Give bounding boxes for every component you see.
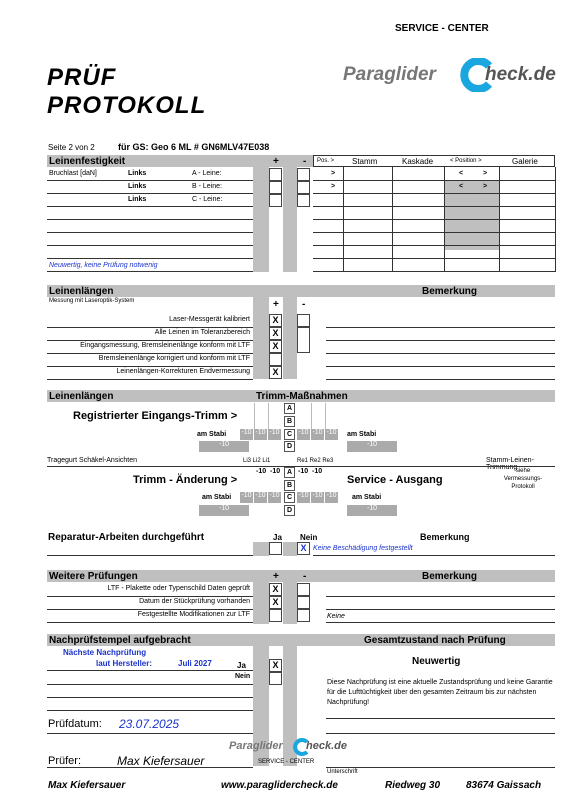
footer-street: Riedweg 30 xyxy=(385,780,441,791)
service-center-label: SERVICE - CENTER xyxy=(395,23,489,34)
section-bar-leinenfestigkeit: Leinenfestigkeit + - xyxy=(47,155,555,167)
am-stabi-right-2: am Stabi xyxy=(352,494,382,501)
pruefer-label: Prüfer: xyxy=(48,755,82,767)
toleranz-checkbox[interactable]: X xyxy=(269,327,282,340)
messung-label: Messung mit Laseroptik-System xyxy=(49,298,135,304)
footer-city: 83674 Gaissach xyxy=(466,780,542,791)
tragegurt-label: Tragegurt Schäkel-Ansichten xyxy=(47,457,138,464)
re-labels: Re1 Re2 Re3 xyxy=(297,458,334,464)
am-stabi-right-1: am Stabi xyxy=(347,431,377,438)
section-bar-trimm: Leinenlängen Trimm-Maßnahmen xyxy=(47,390,555,402)
pruefdatum-label: Prüfdatum: xyxy=(48,718,102,730)
brems-checkbox[interactable] xyxy=(269,353,282,366)
neuwertig-note: Neuwertig, keine Prüfung notwenig xyxy=(49,262,158,269)
ltf-minus-checkbox[interactable] xyxy=(297,583,310,596)
row3-line: C - Leine: xyxy=(192,196,223,203)
title-line1: PRÜF xyxy=(47,64,117,91)
reparatur-title: Reparatur-Arbeiten durchgeführt xyxy=(48,532,205,543)
stempel-ja: Ja xyxy=(237,661,246,670)
modifikationen-label: Festgestellte Modifikationen zur LTF xyxy=(137,611,250,618)
pos-lt-2: < xyxy=(459,183,464,190)
stueckpruefung-checkbox[interactable]: X xyxy=(269,596,282,609)
row2-line: B - Leine: xyxy=(192,183,222,190)
footer-logo: Paraglider heck.de xyxy=(229,738,359,756)
pos-gt-1: > xyxy=(483,170,488,177)
hersteller-label: laut Hersteller: xyxy=(96,659,153,668)
pos-arrow-1: > xyxy=(331,170,336,177)
korrektur-label: Leinenlängen-Korrekturen Endvermessung xyxy=(116,368,250,375)
aenderung-re1: -10 xyxy=(298,468,309,475)
stamm-trimmung-label: Stamm-Leinen-Trimmung xyxy=(486,457,534,471)
pos-lt-1: < xyxy=(459,170,464,177)
stueckpruefung-label: Datum der Stückprüfung vorhanden xyxy=(139,598,250,605)
footer-web[interactable]: www.paraglidercheck.de xyxy=(221,780,338,791)
unterschrift-label: Unterschrift xyxy=(327,769,358,775)
minus-checkbox-1[interactable] xyxy=(297,168,310,181)
laser-label: Laser-Messgerät kalibriert xyxy=(169,316,250,323)
footer-name: Max Kiefersauer xyxy=(48,780,126,791)
aenderung-li1: -10 xyxy=(270,468,281,475)
protokoll-label: Protokoll xyxy=(511,484,535,490)
section-bar-weitere: Weitere Prüfungen + - Bemerkung xyxy=(47,570,555,582)
laengen-minus: - xyxy=(302,299,306,310)
pruefer-name: Max Kiefersauer xyxy=(117,754,205,768)
vermessungs-label: Vermessungs- xyxy=(503,476,543,482)
trimm-aenderung-label: Trimm - Änderung > xyxy=(133,474,238,486)
keine-note: Keine xyxy=(327,613,345,620)
pos-gt-2: > xyxy=(483,183,488,190)
row1-side: Links xyxy=(128,170,147,177)
eingang-checkbox[interactable]: X xyxy=(269,340,282,353)
minus-checkbox-3[interactable] xyxy=(297,194,310,207)
laser-minus-checkbox[interactable] xyxy=(297,314,310,327)
toleranz-minus-checkbox[interactable] xyxy=(297,327,310,353)
stempel-ja-checkbox[interactable]: X xyxy=(269,659,282,672)
aenderung-re2: -10 xyxy=(312,468,323,475)
section-bar-nachpruef: Nachprüfstempel aufgebracht Gesamtzustand nach Prüfung xyxy=(47,634,555,646)
naechste-datum: Juli 2027 xyxy=(178,659,212,668)
ltf-label: LTF - Plakette oder Typenschild Daten geprüft xyxy=(107,585,250,592)
title-line2: PROTOKOLL xyxy=(47,92,207,119)
plus-checkbox-1[interactable] xyxy=(269,168,282,181)
disclaimer-text: Diese Nachprüfung ist eine aktuelle Zustandsprüfung und keine Garantie für die Lufttüchtigkeit über den gesamten Zeitraum bis zur nächsten Nachprüfung! xyxy=(327,679,553,706)
minus-checkbox-2[interactable] xyxy=(297,181,310,194)
leinen-table-header: Pos. > Stamm Kaskade < Position > Galerie xyxy=(313,155,555,167)
laser-checkbox[interactable]: X xyxy=(269,314,282,327)
section-bar-leinenlaengen: Leinenlängen Bemerkung xyxy=(47,285,555,297)
reparatur-nein: Nein xyxy=(300,533,318,542)
pos-arrow-2: > xyxy=(331,183,336,190)
aenderung-li2: -10 xyxy=(256,468,267,475)
row2-side: Links xyxy=(128,183,147,190)
mod-minus-checkbox[interactable] xyxy=(297,609,310,622)
bruchlast-label: Bruchlast [daN] xyxy=(49,170,97,177)
eingang-label: Eingangsmessung, Bremsleinenlänge konform mit LTF xyxy=(80,342,250,349)
reparatur-bemerkung: Bemerkung xyxy=(420,532,470,542)
plus-checkbox-3[interactable] xyxy=(269,194,282,207)
toleranz-label: Alle Leinen im Toleranzbereich xyxy=(154,329,250,336)
reparatur-ja: Ja xyxy=(273,533,282,542)
page-info: Seite 2 von 2 xyxy=(48,143,95,152)
row3-side: Links xyxy=(128,196,147,203)
stempel-nein: Nein xyxy=(235,673,251,680)
ltf-checkbox[interactable]: X xyxy=(269,583,282,596)
stueck-minus-checkbox[interactable] xyxy=(297,596,310,609)
glider-info: für GS: Geo 6 ML # GN6MLV47E038 xyxy=(118,142,270,152)
modifikationen-checkbox[interactable] xyxy=(269,609,282,622)
gesamt-neuwertig: Neuwertig xyxy=(412,656,461,667)
pruefdatum-value: 23.07.2025 xyxy=(119,717,180,731)
service-ausgang-label: Service - Ausgang xyxy=(347,474,443,486)
stempel-nein-checkbox[interactable] xyxy=(269,672,282,685)
li-labels: Li3 Li2 Li1 xyxy=(243,458,271,464)
row1-line: A - Leine: xyxy=(192,170,222,177)
brems-label: Bremsleinenlänge korrigiert und konform mit LTF xyxy=(98,355,250,362)
eingangs-trimm-label: Registrierter Eingangs-Trimm > xyxy=(73,410,238,422)
am-stabi-left-2: am Stabi xyxy=(202,494,232,501)
am-stabi-left-1: am Stabi xyxy=(197,431,227,438)
paraglidercheck-logo: Paraglider heck.de xyxy=(343,58,553,92)
reparatur-ja-checkbox[interactable] xyxy=(269,542,282,555)
laengen-plus: + xyxy=(273,299,279,310)
korrektur-checkbox[interactable]: X xyxy=(269,366,282,379)
reparatur-nein-checkbox[interactable]: X xyxy=(297,542,310,555)
naechste-label: Nächste Nachprüfung xyxy=(63,648,147,657)
reparatur-note: Keine Beschädigung festgestellt xyxy=(313,545,413,552)
siehe-label: siehe xyxy=(515,468,531,474)
footer-service: SERVICE - CENTER xyxy=(258,759,315,765)
plus-checkbox-2[interactable] xyxy=(269,181,282,194)
